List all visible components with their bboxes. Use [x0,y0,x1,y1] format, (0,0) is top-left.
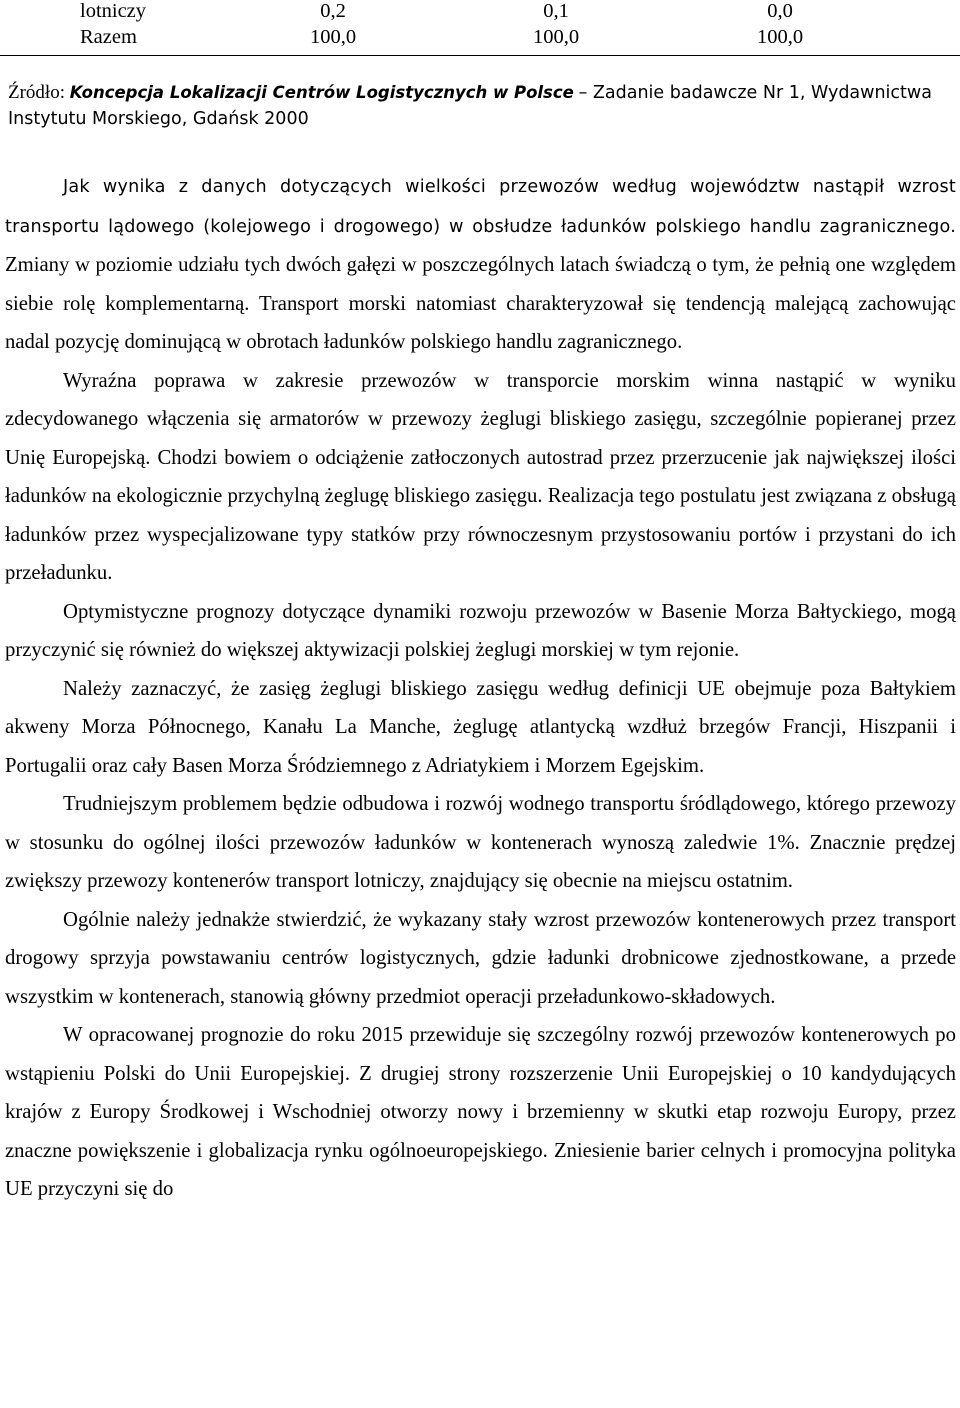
paragraph: Ogólnie należy jednakże stwierdzić, że wykazany stały wzrost przewozów kontenerowych przez transport drogowy sprzyja powstawaniu centrów logistycznych, gdzie ładunki drobnicowe zjednostkowane, a przede wszystkim w kontenerach, stanowią główny przedmiot operacji przeładunkowo-składowych. [5,908,956,1008]
table-fragment [0,0,960,52]
row-label: Razem [80,26,137,48]
table-row [0,24,960,50]
source-details: – Zadanie badawcze Nr 1, Wydawnictwa Instytutu Morskiego, Gdańsk 2000 [8,83,932,129]
cell-value: 100,0 [756,26,804,48]
paragraph: Należy zaznaczyć, że zasięg żeglugi bliskiego zasięgu według definicji UE obejmuje poza Bałtykiem akweny Morza Północnego, Kanału La Manche, żeglugę atlantycką wzdłuż brzegów Francji, Hiszpanii i Portugalii oraz cały Basen Morza Śródziemnego z Adriatykiem i Morzem Egejskim. [5,677,956,777]
paragraph-sentence: Zmiany w poziomie udziału tych dwóch gałęzi w poszczególnych latach świadczą o tym, że pełnią one względem siebie rolę komplementarną. [5,254,956,315]
cell-value: 0,2 [320,0,346,22]
source-note [8,80,953,132]
paragraph-sentence: Transport morski natomiast charakteryzował się tendencją malejącą zachowując nadal pozycję dominującą w obrotach ładunków polskiego handlu zagranicznego. [5,292,956,353]
paragraph [5,167,956,362]
cell-value: 100,0 [309,26,357,48]
cell-value: 100,0 [532,26,580,48]
paragraph: Optymistyczne prognozy dotyczące dynamiki rozwoju przewozów w Basenie Morza Bałtyckiego, mogą przyczynić się również do większej aktywizacji polskiej żeglugi morskiej w tym rejonie. [5,600,956,661]
source-prefix: Źródło: [8,82,65,103]
body-text [5,167,956,1209]
source-title: Koncepcja Lokalizacji Centrów Logistycznych w Polsce [69,83,574,102]
table-row [0,0,960,24]
paragraph: W opracowanej prognozie do roku 2015 przewiduje się szczególny rozwój przewozów kontenerowych po wstąpieniu Polski do Unii Europejskiej. Z drugiej strony rozszerzenie Unii Europejskiej o 10 kandydujących krajów z Europy Środkowej i Wschodniej otworzy nowy i brzemienny w skutki etap rozwoju Europy, przez znaczne powiększenie i globalizacja rynku ogólnoeuropejskiego. Zniesienie barier celnych i promocyjna polityka UE przyczyni się do [5,1024,956,1200]
paragraph: Wyraźna poprawa w zakresie przewozów w transporcie morskim winna nastąpić w wyniku zdecydowanego włączenia się armatorów w przewozy żeglugi bliskiego zasięgu, szczególnie popieranej przez Unię Europejską. Chodzi bowiem o odciążenie zatłoczonych autostrad przez przerzucenie jak największej ilości ładunków na ekologicznie przychylną żeglugę bliskiego zasięgu. Realizacja tego postulatu jest związana z obsługą ładunków przez wyspecjalizowane typy statków przy równoczesnym przystosowaniu portów i przystani do ich przeładunku. [5,369,956,584]
cell-value: 0,0 [767,0,793,22]
cell-value: 0,1 [543,0,569,22]
paragraph: Trudniejszym problemem będzie odbudowa i rozwój wodnego transportu śródlądowego, którego przewozy w stosunku do ogólnej ilości przewozów ładunków w kontenerach wynoszą zaledwie 1%. Znacznie prędzej zwiększy przewozy kontenerów transport lotniczy, znajdujący się obecnie na miejscu ostatnim. [5,793,956,892]
table-bottom-rule [0,55,960,56]
row-label: lotniczy [80,0,147,22]
paragraph-sentence: Jak wynika z danych dotyczących wielkości przewozów według województw nastąpił wzrost transportu lądowego (kolejowego i drogowego) w obsłudze ładunków polskiego handlu zagranicznego. [5,177,956,237]
